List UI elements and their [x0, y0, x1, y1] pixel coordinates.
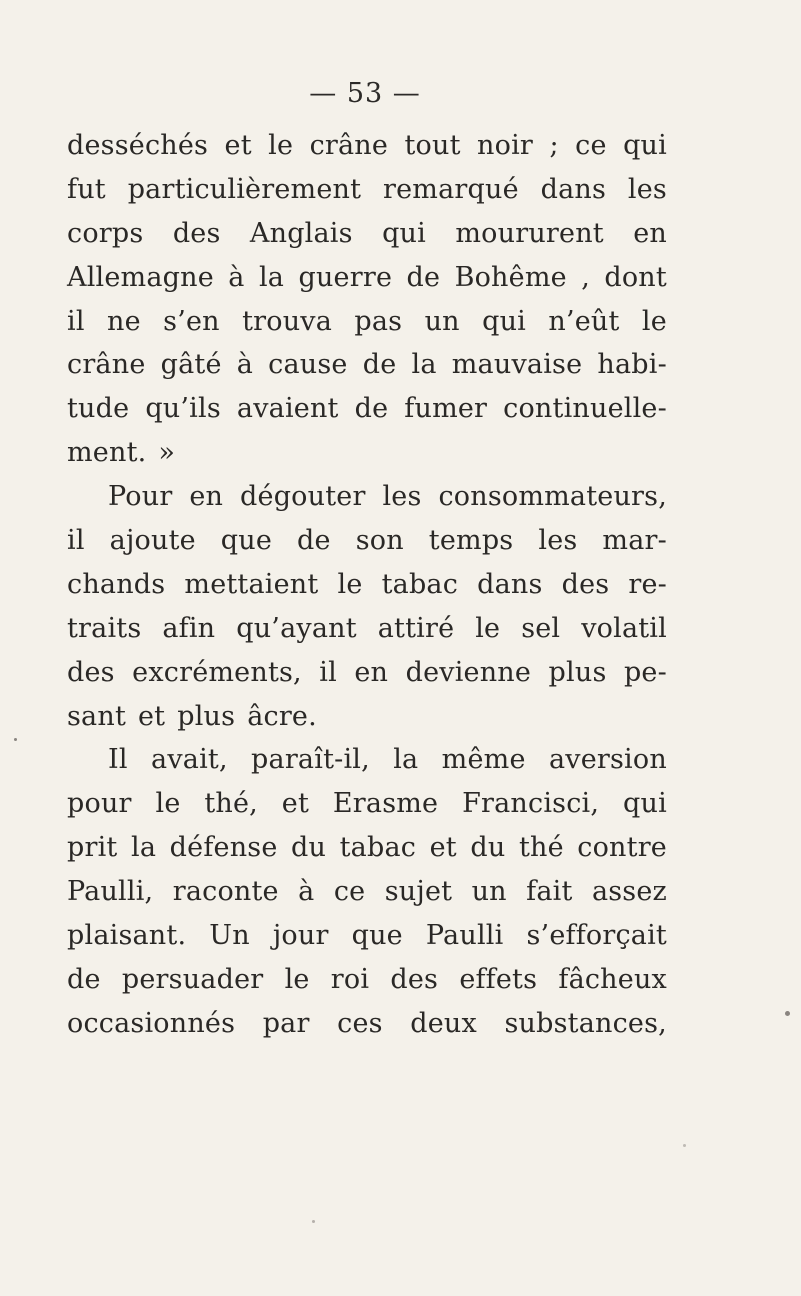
word: mettaient: [184, 568, 319, 600]
word: Paulli: [425, 920, 504, 952]
word: mauvaise: [451, 349, 583, 381]
word: pas: [354, 305, 403, 337]
text-line: [67, 695, 667, 739]
paper-speck: [785, 1011, 790, 1016]
word: jour: [272, 920, 329, 952]
word: Erasme: [332, 788, 439, 820]
word: Pour: [108, 481, 173, 513]
text-line: [67, 607, 667, 651]
word: Un: [209, 920, 250, 952]
word: même: [441, 744, 526, 776]
word: plaisant.: [67, 920, 187, 952]
word: roi: [330, 963, 370, 995]
word: dont: [604, 261, 667, 293]
word: et: [138, 700, 166, 732]
word: traits: [67, 612, 142, 644]
word: ment.: [67, 437, 147, 469]
word: paraît-il,: [251, 744, 370, 776]
word: s’en: [163, 305, 220, 337]
word: afin: [162, 612, 216, 644]
word: du: [291, 832, 327, 864]
word: occasionnés: [67, 1007, 236, 1039]
word: du: [470, 832, 506, 864]
paper-speck: [683, 1144, 686, 1147]
word: thé: [518, 832, 564, 864]
word: continuelle-: [503, 393, 667, 425]
word: en: [189, 481, 224, 513]
word: il: [67, 305, 85, 337]
word: Allemagne: [67, 261, 214, 293]
paper-speck: [14, 738, 17, 741]
word: tabac: [339, 832, 417, 864]
word: que: [351, 920, 403, 952]
text-line: [67, 1002, 667, 1046]
word: thé,: [204, 788, 258, 820]
word: contre: [577, 832, 667, 864]
word: en: [354, 656, 389, 688]
word: noir: [477, 130, 534, 161]
word: dans: [540, 173, 607, 205]
text-line: [67, 651, 667, 695]
word: les: [382, 481, 422, 513]
word: le: [268, 130, 294, 161]
word: temps: [428, 525, 514, 557]
text-line: [67, 958, 667, 1002]
text-line: [67, 782, 667, 826]
word: ce: [333, 876, 366, 908]
text-line: [67, 300, 667, 344]
word: Francisci,: [462, 788, 600, 820]
word: ajoute: [109, 525, 196, 557]
word: ,: [581, 261, 590, 293]
word: la: [393, 744, 419, 776]
word: crâne: [67, 349, 146, 381]
word: défense: [169, 832, 278, 864]
text-line: [67, 256, 667, 300]
word: un: [424, 305, 460, 337]
word: corps: [67, 217, 144, 249]
word: de: [67, 963, 101, 995]
word: que: [220, 525, 273, 557]
word: son: [355, 525, 404, 557]
word: à: [228, 261, 245, 293]
word: aversion: [548, 744, 667, 776]
word: le: [337, 568, 363, 600]
paper-speck: [312, 1220, 315, 1223]
word: pour: [67, 788, 132, 820]
word: les: [538, 525, 578, 557]
word: en: [633, 217, 667, 249]
word: la: [131, 832, 157, 864]
word: la: [411, 349, 437, 381]
word: attiré: [377, 612, 455, 644]
word: qu’ayant: [236, 612, 357, 644]
word: et: [429, 832, 457, 864]
word: moururent: [455, 217, 604, 249]
word: Il: [108, 744, 128, 776]
word: tabac: [381, 568, 459, 600]
word: fâcheux: [558, 963, 667, 995]
word: par: [262, 1007, 310, 1039]
word: n’eût: [548, 305, 620, 337]
word: prit: [67, 832, 118, 864]
word: sant: [67, 700, 126, 732]
word: particulièrement: [127, 173, 362, 205]
word: ces: [337, 1007, 383, 1039]
word: qui: [482, 305, 527, 337]
word: re-: [628, 568, 667, 600]
word: mar-: [602, 525, 667, 557]
text-line: [67, 168, 667, 212]
word: âcre.: [247, 700, 317, 732]
word: un: [471, 876, 507, 908]
word: tout: [404, 130, 461, 161]
word: de: [297, 525, 331, 557]
text-line: [67, 563, 667, 607]
word: effets: [459, 963, 538, 995]
word: et: [224, 130, 252, 161]
word: de: [362, 349, 397, 381]
word: dans: [477, 568, 543, 600]
body-text: [67, 124, 667, 1046]
word: guerre: [298, 261, 393, 293]
text-line: [67, 124, 667, 168]
word: Bohême: [454, 261, 567, 293]
word: des: [561, 568, 610, 600]
text-line: [67, 212, 667, 256]
paragraph-first-line: [67, 475, 667, 519]
word: chands: [67, 568, 166, 600]
word: la: [258, 261, 285, 293]
word: avaient: [236, 393, 339, 425]
text-line: [67, 870, 667, 914]
word: fut: [67, 173, 106, 205]
word: devienne: [405, 656, 532, 688]
word: Paulli,: [67, 876, 154, 908]
word: qui: [382, 217, 426, 249]
word: de: [406, 261, 441, 293]
text-line: [67, 431, 667, 475]
text-line: [67, 387, 667, 431]
word: assez: [591, 876, 667, 908]
word: à: [236, 349, 254, 381]
word: Anglais: [249, 217, 353, 249]
word: s’efforçait: [526, 920, 667, 952]
word: des: [172, 217, 221, 249]
word: ne: [107, 305, 141, 337]
word: le: [641, 305, 667, 337]
page-number: — 53 —: [309, 78, 421, 109]
text-line: [67, 826, 667, 870]
word: qui: [623, 130, 667, 161]
word: dégouter: [240, 481, 366, 513]
word: trouva: [242, 305, 333, 337]
text-line: [67, 914, 667, 958]
word: crâne: [309, 130, 389, 161]
word: à: [298, 876, 315, 908]
text-line: [67, 519, 667, 563]
word: tude: [67, 393, 130, 425]
word: raconte: [172, 876, 279, 908]
word: habi-: [597, 349, 667, 381]
word: excréments,: [132, 656, 302, 688]
word: qu’ils: [145, 393, 221, 425]
word: le: [284, 963, 310, 995]
word: et: [281, 788, 310, 820]
word: des: [390, 963, 439, 995]
word: persuader: [121, 963, 264, 995]
word: volatil: [581, 612, 667, 644]
word: sujet: [384, 876, 453, 908]
word: les: [627, 173, 667, 205]
text-line: [67, 343, 667, 387]
word: desséchés: [67, 130, 209, 161]
word: fumer: [404, 393, 488, 425]
word: plus: [177, 700, 236, 732]
word: consommateurs,: [438, 481, 667, 513]
word: des: [67, 656, 115, 688]
word: substances,: [504, 1007, 667, 1039]
word: ;: [549, 130, 559, 161]
word: pe-: [623, 656, 667, 688]
word: sel: [521, 612, 561, 644]
word: ce: [575, 130, 607, 161]
word: gâté: [160, 349, 222, 381]
word: de: [354, 393, 389, 425]
word: fait: [526, 876, 573, 908]
word: le: [475, 612, 501, 644]
word: plus: [548, 656, 607, 688]
word: qui: [623, 788, 667, 820]
paragraph-first-line: [67, 738, 667, 782]
word: remarqué: [383, 173, 519, 205]
word: le: [155, 788, 181, 820]
word: cause: [268, 349, 348, 381]
word: deux: [410, 1007, 477, 1039]
word: avait,: [151, 744, 228, 776]
word: »: [158, 437, 176, 469]
word: il: [319, 656, 337, 688]
word: il: [67, 525, 85, 557]
